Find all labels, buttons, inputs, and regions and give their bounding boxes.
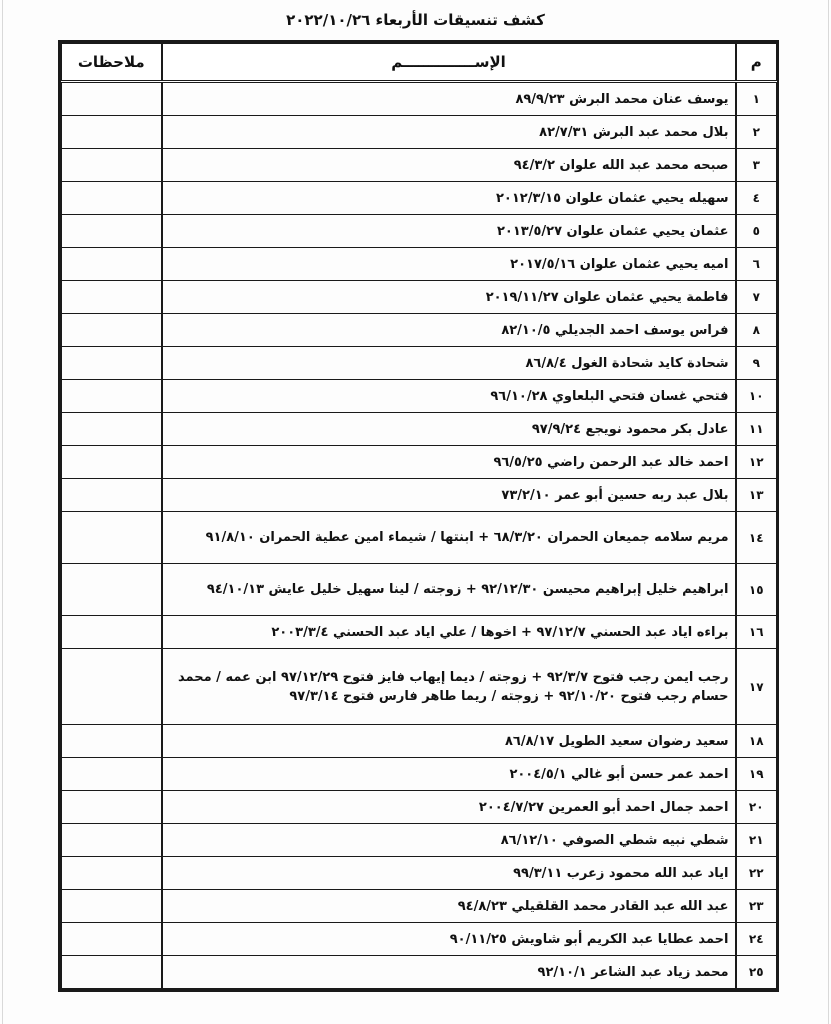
row-number: ١٧ — [736, 649, 777, 725]
row-number: ٢١ — [736, 824, 777, 857]
row-name: اميه يحيي عثمان علوان ٢٠١٧/٥/١٦ — [162, 248, 736, 281]
right-page-edge — [828, 0, 829, 1024]
row-notes — [62, 314, 162, 347]
name-column-header: الإســــــــــــــم — [162, 44, 736, 82]
left-page-edge — [2, 0, 3, 1024]
row-name: عثمان يحيي عثمان علوان ٢٠١٣/٥/٢٧ — [162, 215, 736, 248]
row-name: احمد عطايا عبد الكريم أبو شاويش ٩٠/١١/٢٥ — [162, 923, 736, 956]
table-row — [62, 347, 777, 380]
row-notes — [62, 649, 162, 725]
row-name: احمد عمر حسن أبو غالي ٢٠٠٤/٥/١ — [162, 758, 736, 791]
row-notes — [62, 82, 162, 116]
row-notes — [62, 380, 162, 413]
row-name: شطي نبيه شطي الصوفي ٨٦/١٢/١٠ — [162, 824, 736, 857]
table-row — [62, 890, 777, 923]
table-row — [62, 725, 777, 758]
table-row — [62, 446, 777, 479]
names-table-frame — [58, 40, 779, 992]
row-notes — [62, 248, 162, 281]
table-row — [62, 564, 777, 616]
row-notes — [62, 890, 162, 923]
table-row — [62, 116, 777, 149]
row-number: ٧ — [736, 281, 777, 314]
row-name: مريم سلامه جميعان الحمران ٦٨/٣/٢٠ + ابنتها / شيماء امين عطية الحمران ٩١/٨/١٠ — [162, 512, 736, 564]
table-row — [62, 956, 777, 989]
row-number: ١٠ — [736, 380, 777, 413]
row-number: ١٥ — [736, 564, 777, 616]
row-number: ١٢ — [736, 446, 777, 479]
row-notes — [62, 512, 162, 564]
row-notes — [62, 116, 162, 149]
row-number: ١٨ — [736, 725, 777, 758]
table-row — [62, 149, 777, 182]
row-notes — [62, 616, 162, 649]
row-number: ٦ — [736, 248, 777, 281]
table-row — [62, 182, 777, 215]
row-name: فتحي غسان فتحي البلعاوي ٩٦/١٠/٢٨ — [162, 380, 736, 413]
row-name: محمد زياد عبد الشاعر ٩٢/١٠/١ — [162, 956, 736, 989]
row-name: احمد خالد عبد الرحمن راضي ٩٦/٥/٢٥ — [162, 446, 736, 479]
row-name: ابراهيم خليل إبراهيم محيسن ٩٢/١٢/٣٠ + زوجته / لينا سهيل خليل عايش ٩٤/١٠/١٣ — [162, 564, 736, 616]
row-number: ٢٢ — [736, 857, 777, 890]
table-body — [62, 82, 777, 989]
row-number: ٨ — [736, 314, 777, 347]
table-row — [62, 82, 777, 116]
row-notes — [62, 149, 162, 182]
row-number: ٢٤ — [736, 923, 777, 956]
table-row — [62, 512, 777, 564]
row-name: احمد جمال احمد أبو العمرين ٢٠٠٤/٧/٢٧ — [162, 791, 736, 824]
table-row — [62, 649, 777, 725]
table-row — [62, 479, 777, 512]
row-number: ٩ — [736, 347, 777, 380]
row-name: عبد الله عبد القادر محمد القلقيلي ٩٤/٨/٢٣ — [162, 890, 736, 923]
row-name: صبحه محمد عبد الله علوان ٩٤/٣/٢ — [162, 149, 736, 182]
row-name: شحادة كايد شحادة الغول ٨٦/٨/٤ — [162, 347, 736, 380]
table-row — [62, 857, 777, 890]
row-notes — [62, 347, 162, 380]
row-notes — [62, 956, 162, 989]
table-header-row — [62, 44, 777, 82]
table-row — [62, 758, 777, 791]
row-number: ١٩ — [736, 758, 777, 791]
row-notes — [62, 564, 162, 616]
row-notes — [62, 758, 162, 791]
row-name: فاطمة يحيي عثمان علوان ٢٠١٩/١١/٢٧ — [162, 281, 736, 314]
row-notes — [62, 479, 162, 512]
row-notes — [62, 215, 162, 248]
row-notes — [62, 413, 162, 446]
table-row — [62, 215, 777, 248]
row-number: ٢٥ — [736, 956, 777, 989]
row-name: عادل بكر محمود نويجع ٩٧/٩/٢٤ — [162, 413, 736, 446]
row-number: ١٣ — [736, 479, 777, 512]
row-name: رجب ايمن رجب فتوح ٩٢/٣/٧ + زوجته / ديما إيهاب فايز فتوح ٩٧/١٢/٢٩ ابن عمه / محمد حسام رجب فتوح ٩٢/١٠/٢٠ + زوجته / ريما طاهر فارس فتوح ٩٧/٣/١٤ — [162, 649, 736, 725]
row-name: فراس يوسف احمد الجديلي ٨٢/١٠/٥ — [162, 314, 736, 347]
row-number: ١٤ — [736, 512, 777, 564]
row-notes — [62, 446, 162, 479]
row-number: ٢٣ — [736, 890, 777, 923]
row-number: ٢٠ — [736, 791, 777, 824]
row-name: بلال عبد ربه حسين أبو عمر ٧٣/٢/١٠ — [162, 479, 736, 512]
row-notes — [62, 857, 162, 890]
row-number: ١٦ — [736, 616, 777, 649]
table-row — [62, 314, 777, 347]
row-notes — [62, 824, 162, 857]
row-notes — [62, 281, 162, 314]
table-row — [62, 281, 777, 314]
row-notes — [62, 791, 162, 824]
table-row — [62, 380, 777, 413]
table-row — [62, 248, 777, 281]
row-name: سعيد رضوان سعيد الطويل ٨٦/٨/١٧ — [162, 725, 736, 758]
row-name: اياد عبد الله محمود زعرب ٩٩/٣/١١ — [162, 857, 736, 890]
number-column-header: م — [736, 44, 777, 82]
page-title: كشف تنسيقات الأربعاء ٢٠٢٢/١٠/٢٦ — [286, 11, 545, 29]
row-number: ٣ — [736, 149, 777, 182]
row-number: ٢ — [736, 116, 777, 149]
row-notes — [62, 923, 162, 956]
table-row — [62, 923, 777, 956]
row-name: بلال محمد عبد البرش ٨٢/٧/٣١ — [162, 116, 736, 149]
table-row — [62, 791, 777, 824]
names-table — [61, 43, 777, 989]
row-name: يوسف عنان محمد البرش ٨٩/٩/٢٣ — [162, 82, 736, 116]
row-name: سهيله يحيي عثمان علوان ٢٠١٢/٣/١٥ — [162, 182, 736, 215]
notes-column-header: ملاحظات — [62, 44, 162, 82]
table-row — [62, 616, 777, 649]
row-number: ٥ — [736, 215, 777, 248]
table-row — [62, 824, 777, 857]
row-notes — [62, 725, 162, 758]
table-row — [62, 413, 777, 446]
row-notes — [62, 182, 162, 215]
row-number: ٤ — [736, 182, 777, 215]
row-number: ١١ — [736, 413, 777, 446]
row-number: ١ — [736, 82, 777, 116]
row-name: براءه اياد عبد الحسني ٩٧/١٢/٧ + اخوها / علي اياد عبد الحسني ٢٠٠٣/٣/٤ — [162, 616, 736, 649]
